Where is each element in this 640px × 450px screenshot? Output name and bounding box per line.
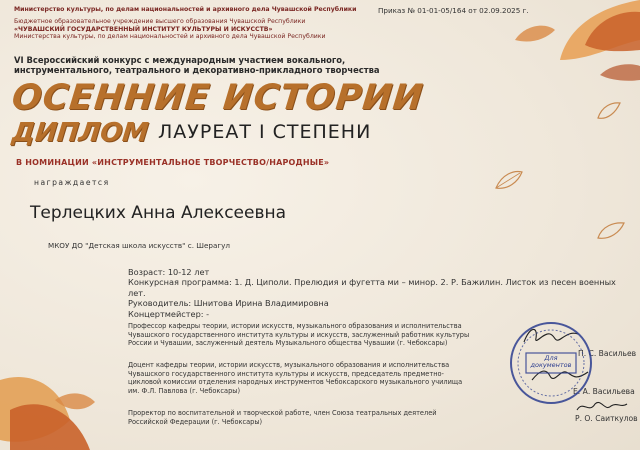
signature-2-line-1: Доцент кафедры теории, истории искусств, музыкального образования и исполнительства	[128, 361, 450, 369]
nomination: В НОМИНАЦИИ «ИНСТРУМЕНТАЛЬНОЕ ТВОРЧЕСТВО/НАРОДНЫЕ»	[16, 158, 330, 167]
signature-2-name: Е. А. Васильева	[573, 387, 635, 396]
ministry-line-4: Министерства культуры, по делам национальностей и архивного дела Чувашской Республики	[14, 33, 326, 41]
signature-3-line-2: Российской Федерации (г. Чебоксары)	[128, 417, 263, 426]
laureate-degree: ЛАУРЕАТ I СТЕПЕНИ	[158, 121, 372, 143]
diploma-heading: ДИПЛОМ	[10, 118, 150, 148]
teacher: Руководитель: Шнитова Ирина Владимировна	[128, 298, 329, 309]
autumn-leaves-bottom-left	[0, 330, 120, 450]
competition-name	[14, 55, 434, 75]
ministry-line-1: Министерство культуры, по делам национальностей и архивного дела Чувашской Республики	[14, 6, 357, 13]
accompanist: Концертмейстер: -	[128, 308, 210, 319]
signature-1-name: П. С. Васильев	[578, 349, 637, 358]
ministry-line-2: Бюджетное образовательное учреждение высшего образования Чувашской Республики	[14, 17, 306, 25]
autumn-leaf-small-right	[494, 168, 524, 193]
signature-block-1	[128, 322, 508, 348]
ministry-header	[14, 6, 374, 41]
school-name: МКОУ ДО "Детская школа искусств" с. Шерагул	[48, 241, 230, 250]
age-group: Возраст: 10-12 лет	[128, 267, 210, 277]
participant-details	[128, 267, 628, 319]
autumn-leaf-small-right-2	[596, 220, 626, 242]
signature-2-line-3: цикловой комиссии отделения народных инструментов Чебоксарского музыкального училища	[128, 378, 463, 387]
signature-block-2	[128, 361, 508, 396]
program-line-1: Конкурсная программа: 1. Д. Циполи. Прелюдия и фугетта ми – минор. 2. Р. Бажилин. Листок из песен военных	[128, 277, 616, 288]
signature-block-3	[128, 409, 508, 426]
signature-3-line-1: Проректор по воспитательной и творческой работе, член Союза театральных деятелей	[128, 409, 437, 417]
autumn-leaf-small-right-3	[596, 100, 622, 122]
signature-1-line-2: Чувашского государственного института культуры и искусств, заслуженный работник культуры	[128, 330, 470, 339]
competition-title: ОСЕННИЕ ИСТОРИИ	[9, 78, 426, 118]
ministry-line-3: «ЧУВАШСКИЙ ГОСУДАРСТВЕННЫЙ ИНСТИТУТ КУЛЬТУРЫ И ИСКУССТВ»	[14, 25, 273, 33]
signature-3-name: Р. О. Саиткулов	[575, 414, 638, 423]
competition-line-1: VI Всероссийский конкурс с международным участием вокального,	[14, 55, 346, 65]
recipient-name: Терлецких Анна Алексеевна	[30, 203, 287, 223]
competition-line-2: инструментального, театрального и декоративно-прикладного творчества	[14, 65, 380, 75]
awarded-label: награждается	[34, 178, 110, 187]
stamp-text: Для документов	[530, 354, 572, 369]
signature-1-line-3: России и Чувашии, заслуженный деятель Музыкального общества Чувашии (г. Чебоксары)	[128, 339, 448, 348]
signature-2-line-4: им. Ф.Л. Павлова (г. Чебоксары)	[128, 387, 241, 396]
order-number: Приказ № 01-01-05/164 от 02.09.2025 г.	[378, 6, 529, 15]
program-line-2: лет.	[128, 287, 146, 298]
signature-1-line-1: Профессор кафедры теории, истории искусств, музыкального образования и исполнительства	[128, 322, 462, 330]
signature-2-line-2: Чувашского государственного института культуры и искусств, председатель предметно-	[128, 369, 444, 378]
